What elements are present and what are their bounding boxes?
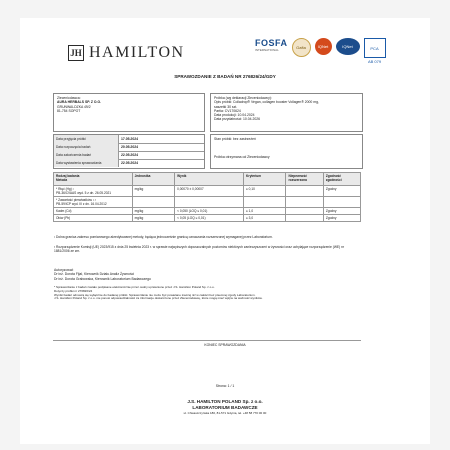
date-row: Data przyjęcia próbki 17.05.2024 xyxy=(54,135,204,144)
certification-logos xyxy=(255,38,386,64)
fosfa-logo: FOSFA INTERNATIONAL xyxy=(255,38,288,52)
pca-number: AB 079 xyxy=(367,59,382,64)
authorized-person-2: Dr inż. Dorota Grabowska, Kierownik Laboratorium Badawczego xyxy=(54,276,151,281)
sample-box xyxy=(210,93,363,132)
end-of-report: KONIEC SPRAWOZDANIA xyxy=(204,343,246,347)
sample-line2: saszetki 30 szt. xyxy=(214,104,238,109)
col-uncertainty: Niepewność rozszerzona xyxy=(286,173,323,186)
results-table xyxy=(53,172,361,222)
client-city: 81-754 SOPOT xyxy=(57,108,81,113)
table-row: Ołów (Pb) mg/kg < 0,05 (LOQ ≤ 0,01) ≤ 3,0 Zgodny xyxy=(54,215,361,222)
sample-line1: Opis próbki: Colladrop® Vegan, collagen booster Vollagen® 2000 mg, xyxy=(214,100,319,105)
lab-address: ul. Chwaszczyńska 180, 81-571 Gdynia, tel. +48 58 770 00 00 xyxy=(183,411,267,415)
disclaimer-line-1: * Sprawozdanie z badań zostało podpisane elektronicznie przez osoby uprawnione przez J.S. Hamilton Poland Sp. z o.o. xyxy=(54,285,215,289)
date-row: Data wystawienia sprawozdania 22.05.2024 xyxy=(56,161,138,165)
disclaimer-line-2: Dotyczy próbki nr 276826/24 xyxy=(54,288,93,293)
dates-box xyxy=(53,134,205,169)
date-row: Data rozpoczęcia badań 20.05.2024 xyxy=(54,143,204,152)
document-page xyxy=(20,18,430,444)
pca-logo: PCA xyxy=(364,38,386,58)
client-label: Zleceniodawca: xyxy=(57,96,81,100)
logo-text: HAMILTON xyxy=(89,44,185,61)
lab-company: J.S. HAMILTON POLAND Sp. z o.o. xyxy=(187,399,263,404)
iqnet-logo: IQNet xyxy=(315,38,332,55)
client-name: AURA HERBALS SP. Z O.O. xyxy=(57,100,102,105)
client-box xyxy=(53,93,205,132)
page-number: Strona: 1 / 1 xyxy=(215,384,235,388)
disclaimer-line-4: J.S. Hamilton Poland Sp. z o.o. nie ponosi odpowiedzialności za informacje dostarczone przez Zleceniodawcę, które mogą mieć wpływ na ważność wyników. xyxy=(54,296,263,301)
col-unit: Jednostka xyxy=(132,173,174,186)
table-row: * Rtęć (Hg) ¹ PB-36/CVAAS wyd. 5 z dn. 26.05.2021 mg/kg 0,00070 ± 0,00007 ≤ 0,10 Zgodny xyxy=(54,186,361,197)
divider xyxy=(53,340,361,341)
date-row: Data zakończenia badań 22.05.2024 xyxy=(54,151,204,160)
iqnet-cert-logo: IQNet xyxy=(336,38,360,55)
sample-line5: Data przydatności: 10.04.2026 xyxy=(214,117,260,122)
col-conformity: Zgodność zgodności xyxy=(323,173,360,186)
report-title: SPRAWOZDANIE Z BADAŃ NR 276826/24/GDY xyxy=(174,74,276,79)
lab-footer xyxy=(0,399,450,415)
disclaimer-line-3: Wyniki badań odnoszą się wyłącznie do badanej próbki. Sprawozdanie nie może być powielane inaczej niż w całości bez pisemnej zgody Laboratorium. xyxy=(54,292,256,297)
col-criterion: Kryterium xyxy=(244,173,286,186)
sample-received: Próbka otrzymana od Zleceniodawcy xyxy=(214,155,270,159)
authorized-label: Autoryzował: xyxy=(54,268,74,272)
sample-state-box xyxy=(210,134,363,169)
sample-line4: Data produkcji: 10.04.2024 xyxy=(214,113,255,118)
authorized-block xyxy=(54,268,151,281)
table-row: * Zawartość pierwiastków ¹ ² PB-59/ICP wyd. III z dn. 16.04.2012 xyxy=(54,197,361,208)
note-1: ¹ Dolna granica zakresu pomiarowego akredytowanej metody, będąca jednocześnie granicą oznaczania rozszerzonej wymaganej przez Laboratorium. xyxy=(54,235,273,239)
note-2: ² Rozporządzenie Komisji (UE) 2023/915 z dnia 25 kwietnia 2023 r. w sprawie najwyższych dopuszczalnych poziomów niektórych zanieczyszczeń w żywności oraz uchylające rozporządzenie (WE) nr 1881/2006 ze zm. xyxy=(54,245,345,254)
col-test: Rodzaj badania Metoda xyxy=(54,173,133,186)
authorized-person-1: Dr inż. Dorota Fijał, Kierownik Działu Analiz Żywności xyxy=(54,272,135,277)
col-result: Wynik xyxy=(175,173,244,186)
sample-label: Próbka (wg deklaracji Zleceniodawcy): xyxy=(214,96,272,100)
gafta-logo: Gafta xyxy=(292,38,311,57)
disclaimer-block xyxy=(54,286,362,301)
lab-department: LABORATORIUM BADAWCZE xyxy=(192,405,258,410)
sample-state: Stan próbki: bez zastrzeżeń xyxy=(214,137,256,141)
logo-mark: JH xyxy=(68,45,84,61)
pca-accreditation xyxy=(364,38,386,64)
table-header-row xyxy=(54,173,361,186)
sample-line3: Partia: CV170624 xyxy=(214,108,241,113)
table-row: Kadm (Cd) mg/kg < 0,050 (LOQ ≤ 0,01) ≤ 1,0 Zgodny xyxy=(54,208,361,215)
hamilton-logo xyxy=(68,44,185,62)
client-street: GRUNWALDZKA 49/2 xyxy=(57,104,91,109)
